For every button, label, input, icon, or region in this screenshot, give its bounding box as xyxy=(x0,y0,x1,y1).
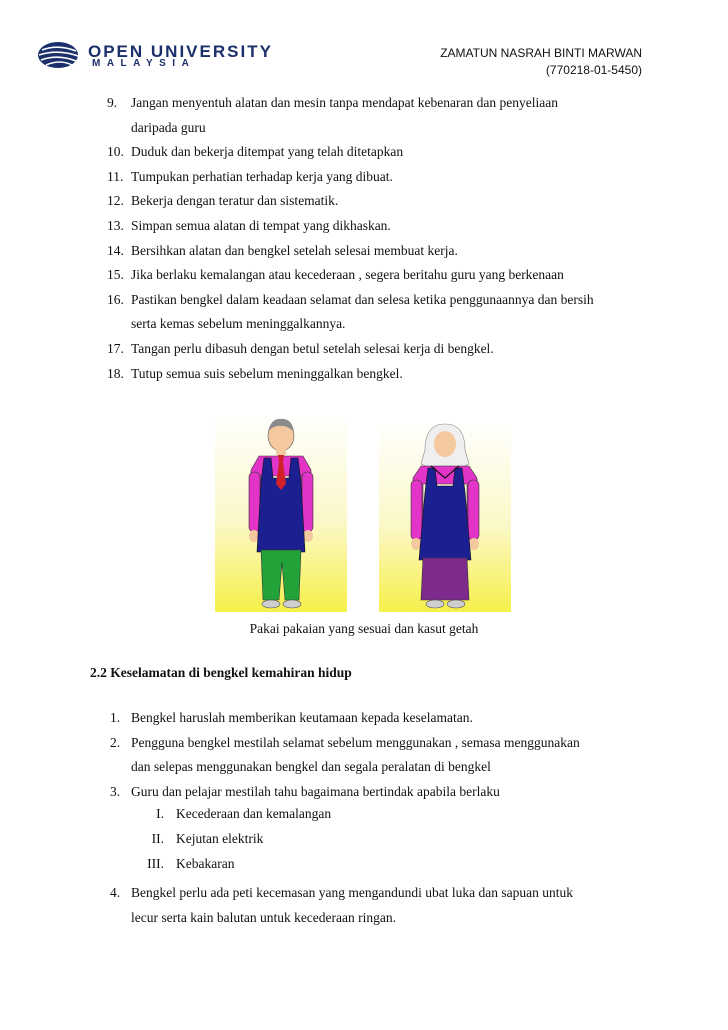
list-item-text: daripada guru xyxy=(131,119,206,135)
list-item xyxy=(107,239,647,264)
list-item-text: Bekerja dengan teratur dan sistematik. xyxy=(131,193,339,209)
list-item-number: 14. xyxy=(107,242,124,258)
author-id: (770218-01-5450) xyxy=(545,63,642,77)
list-item-text: Guru dan pelajar mestilah tahu bagaimana bertindak apabila berlaku xyxy=(131,783,500,799)
list-item-text: Tutup semua suis sebelum meninggalkan bengkel. xyxy=(131,365,403,381)
list-item-number: 17. xyxy=(107,340,124,356)
list-item-number: 13. xyxy=(107,217,124,233)
list-item-text: Pastikan bengkel dalam keadaan selamat dan selesa ketika penggunaannya dan bersih xyxy=(131,291,594,307)
roman-text: Kecederaan dan kemalangan xyxy=(176,806,332,821)
list-item-number: 2. xyxy=(110,734,121,750)
list-item-number: 11. xyxy=(107,168,124,184)
list-item xyxy=(110,881,650,930)
attire-figure xyxy=(215,412,515,612)
rules-list xyxy=(107,91,647,386)
roman-text: Kejutan elektrik xyxy=(176,831,264,846)
list-item xyxy=(110,706,650,731)
list-item xyxy=(107,140,647,165)
list-item-number: 4. xyxy=(110,885,121,900)
list-item-text: lecur serta kain balutan untuk kecederaan ringan. xyxy=(131,909,397,925)
list-item-text: Jangan menyentuh alatan dan mesin tanpa mendapat kebenaran dan penyeliaan xyxy=(131,95,558,110)
globe-icon xyxy=(36,40,86,70)
oum-logo xyxy=(36,40,346,70)
list-item-number: 3. xyxy=(110,783,121,799)
list-item-number: 9. xyxy=(107,95,118,110)
list-item-text: Jika berlaku kemalangan atau kecederaan , segera beritahu guru yang berkenaan xyxy=(131,267,564,283)
author-block xyxy=(440,45,642,79)
section-list-a xyxy=(110,706,650,804)
list-item-text: Tumpukan perhatian terhadap kerja yang dibuat. xyxy=(131,168,393,184)
roman-num: II. xyxy=(151,831,164,846)
figure-caption-text: Pakai pakaian yang sesuai dan kasut getah xyxy=(249,621,479,636)
list-item xyxy=(107,337,647,362)
girl-illustration xyxy=(379,420,511,612)
list-item-text: Bengkel perlu ada peti kecemasan yang mengandundi ubat luka dan sapuan untuk xyxy=(131,885,573,900)
list-item xyxy=(107,91,647,140)
list-item-text: Bersihkan alatan dan bengkel setelah selesai membuat kerja. xyxy=(131,242,458,258)
list-item-text: serta kemas sebelum meninggalkannya. xyxy=(131,316,346,332)
list-item-number: 18. xyxy=(107,365,124,381)
list-item xyxy=(107,214,647,239)
logo-text-line1: OPEN UNIVERSITY xyxy=(88,42,273,61)
list-item-text: Tangan perlu dibasuh dengan betul setelah selesai kerja di bengkel. xyxy=(131,340,494,356)
section-list-b xyxy=(110,881,650,930)
section-heading: 2.2 Keselamatan di bengkel kemahiran hidup xyxy=(90,665,352,680)
list-item xyxy=(110,780,650,805)
list-item xyxy=(107,165,647,190)
logo-text-line2: MALAYSIA xyxy=(92,58,196,69)
list-item-text: Pengguna bengkel mestilah selamat sebelum menggunakan , semasa menggunakan xyxy=(131,734,580,750)
list-item xyxy=(107,362,647,387)
list-item-text: Duduk dan bekerja ditempat yang telah ditetapkan xyxy=(131,144,404,160)
list-item xyxy=(107,189,647,214)
list-item-text: Simpan semua alatan di tempat yang dikhaskan. xyxy=(131,217,391,233)
list-item-number: 15. xyxy=(107,267,124,283)
list-item-number: 16. xyxy=(107,291,124,307)
roman-num: I. xyxy=(156,806,164,821)
figure-caption xyxy=(0,621,728,637)
list-item-number: 10. xyxy=(107,144,124,160)
author-name: ZAMATUN NASRAH BINTI MARWAN xyxy=(440,46,642,60)
list-item-text: Bengkel haruslah memberikan keutamaan kepada keselamatan. xyxy=(131,710,473,725)
list-item-number: 1. xyxy=(110,710,121,725)
boy-illustration xyxy=(215,412,347,612)
list-item xyxy=(107,288,647,337)
list-item-number: 12. xyxy=(107,193,124,209)
list-item xyxy=(110,731,650,780)
list-item xyxy=(107,263,647,288)
roman-text: Kebakaran xyxy=(176,856,235,871)
roman-num: III. xyxy=(147,856,164,871)
list-item-text: dan selepas menggunakan bengkel dan segala peralatan di bengkel xyxy=(131,759,491,775)
